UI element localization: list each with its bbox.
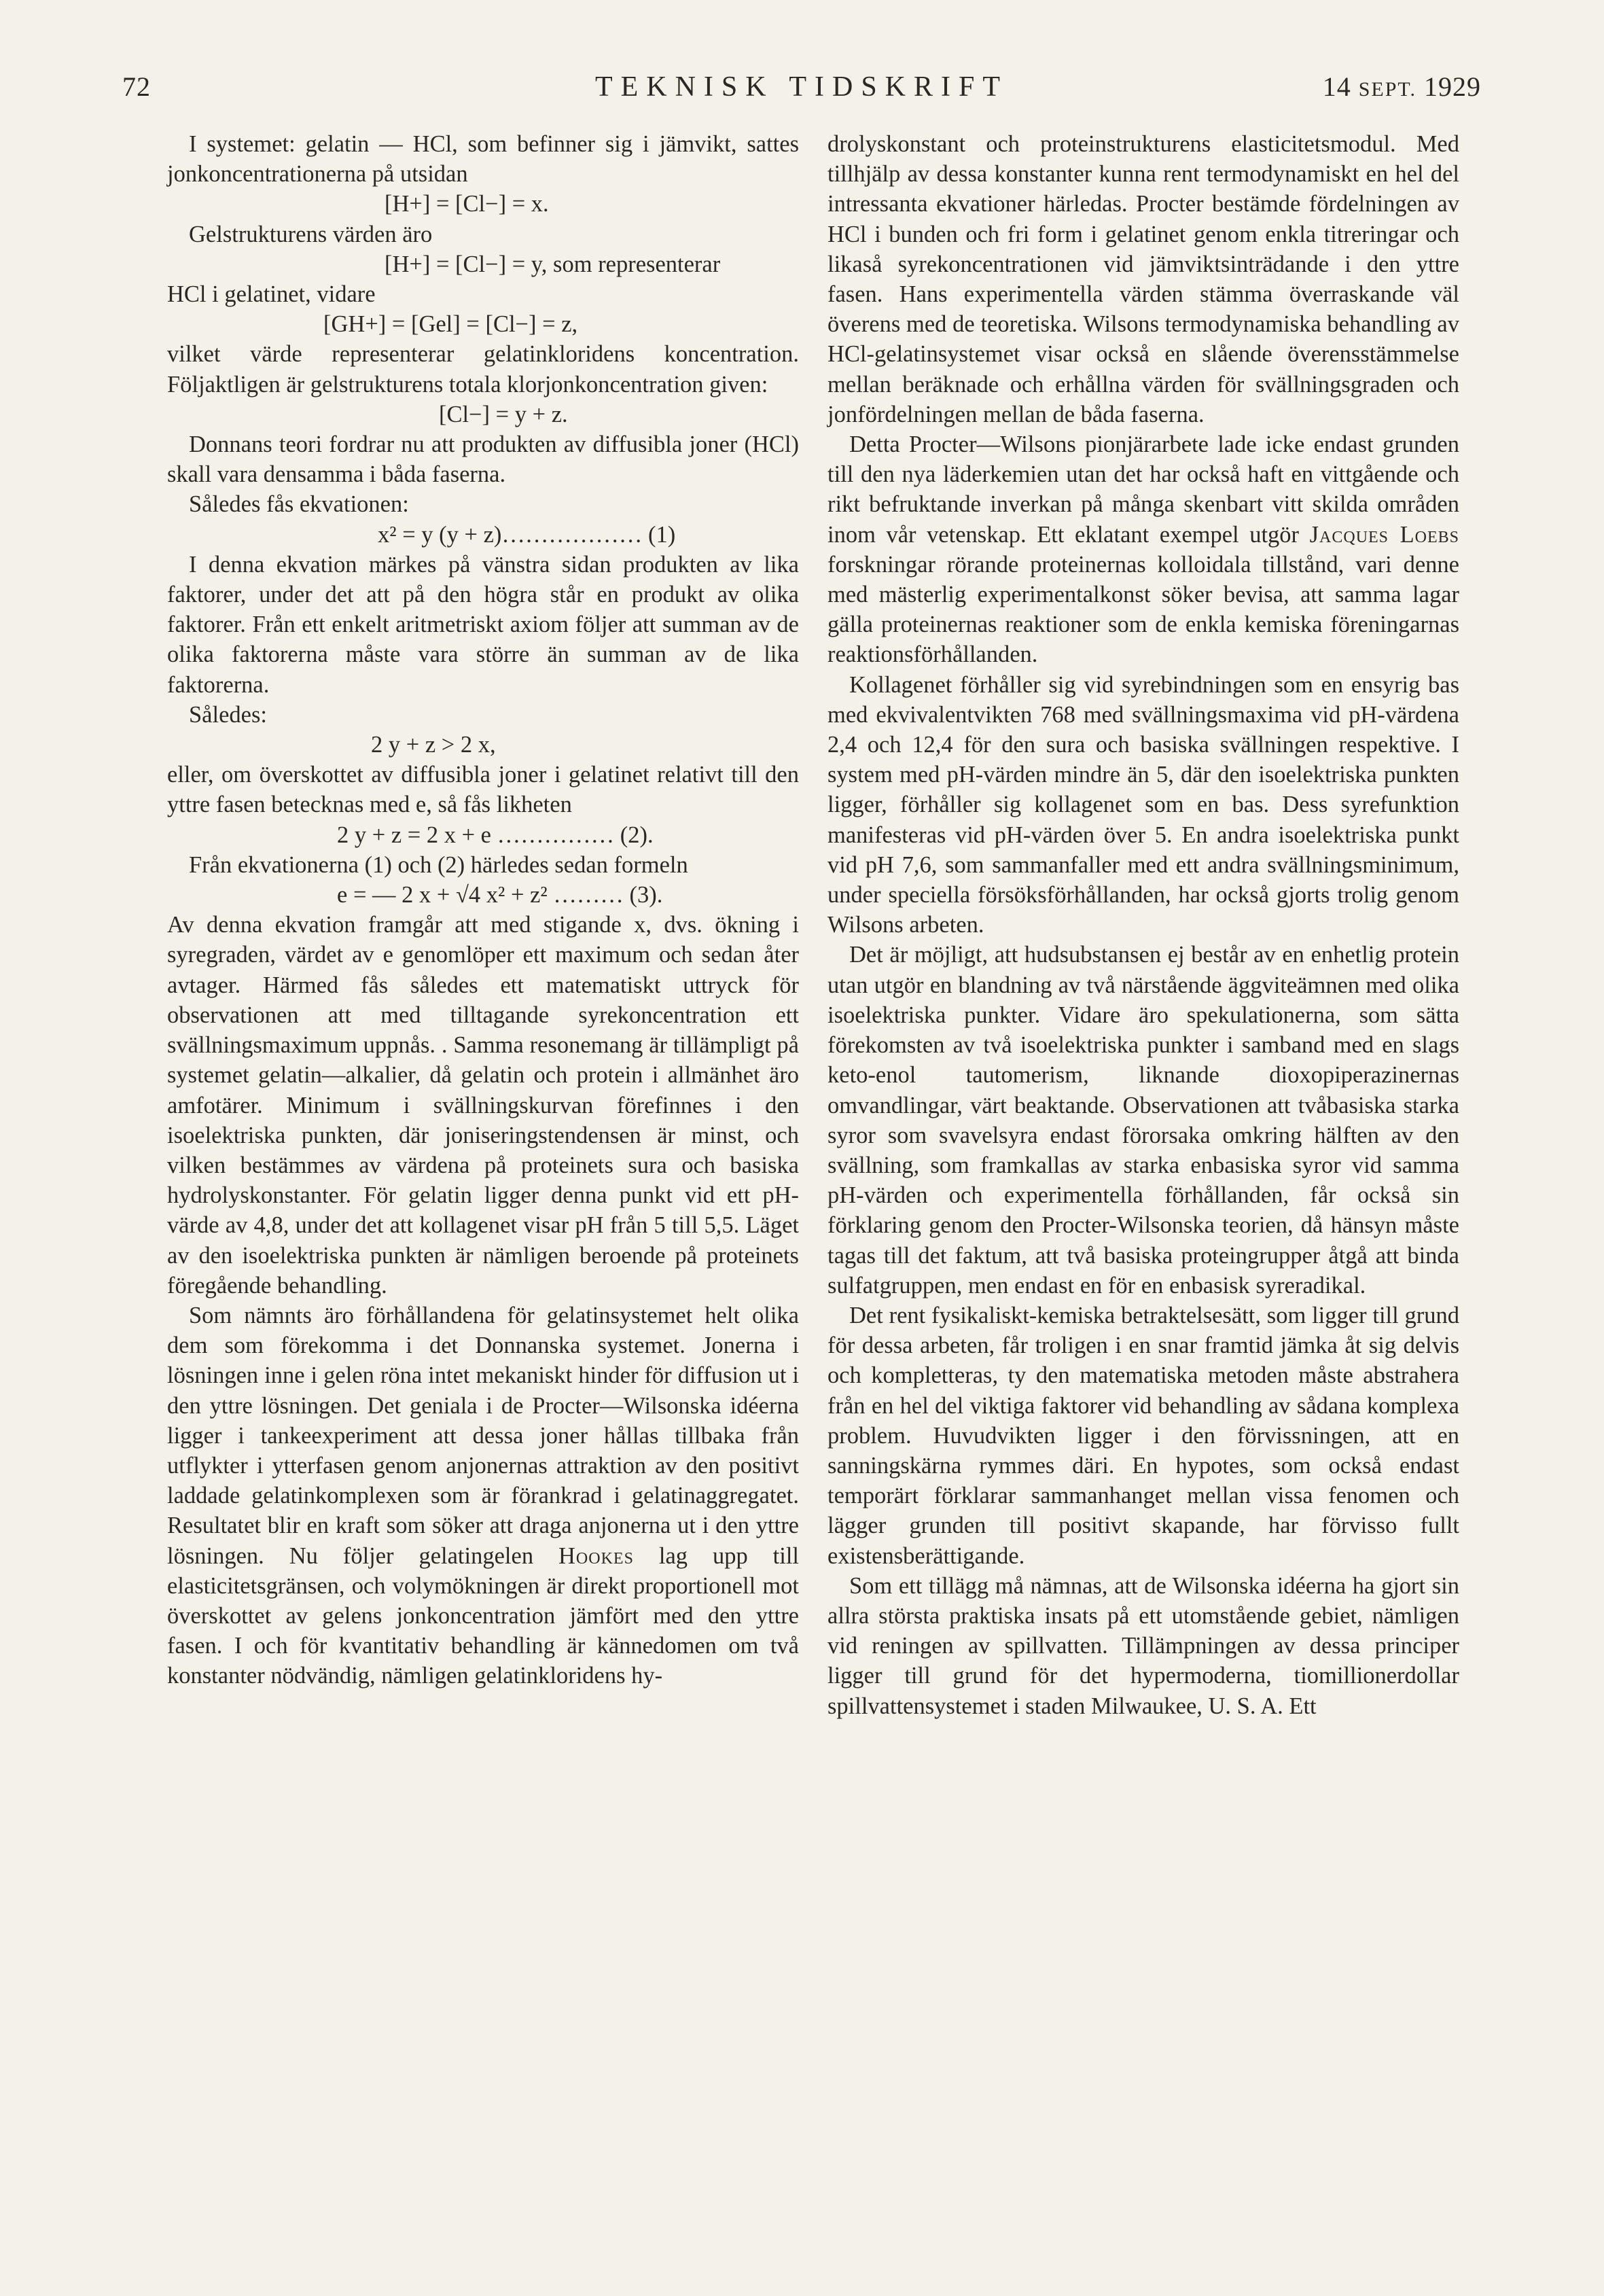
journal-title: TEKNISK TIDSKRIFT xyxy=(594,71,1009,103)
paragraph: Donnans teori fordrar nu att produkten av diffusibla joner (HCl) skall vara densamma i båda faserna. xyxy=(167,431,799,488)
paragraph: drolyskonstant och proteinstrukturens elasticitetsmodul. Med tillhjälp av dessa konstanter kunna rent termodynamiskt en hel del intressanta ekvationer härledas. Procter bestämde fördelningen av HCl i bunden och fri form i gelatinet genom enkla titreringar och likaså syrekoncentrationen vid jämviktsinträdande i den yttre fasen. Hans experimentella värden stämma överraskande väl överens med de teoretiska. Wilsons termodynamiska behandling av HCl-gelatinsystemet visar också en slående överensstämmelse mellan beräknade och erhållna värden för svällningsgraden och jonfördelningen mellan de båda faserna. xyxy=(827,131,1459,427)
equation: [Cl−] = y + z. xyxy=(439,401,568,427)
text-run: Som nämnts äro förhållandena för gelatinsystemet helt olika dem som förekomma i det Donnanska systemet. Jonerna i lösningen inne i gelen röna intet mekaniskt hinder för diffusion ut i den yttre lösningen. Det geniala i de Procter—Wilsonska idéerna ligger i tankeexperiment att dessa joner hållas tillbaka från utflykter i ytterfasen genom anjonernas attraktion av den positivt laddade gelatinkomplexen som är förankrad i gelatinaggregatet. Resultatet blir en kraft som söker att draga anjonerna ut i den yttre lösningen. Nu följer gelatingelen xyxy=(167,1302,799,1569)
paragraph: Kollagenet förhåller sig vid syrebindningen som en ensyrig bas med ekvivalentvikten 768 med svällningsmaxima vid pH-värdena 2,4 och 12,4 för den sura och basiska svällningen respektive. I system med pH-värden mindre än 5, där den isoelektriska punkten ligger, förhåller sig kollagenet som en bas. Dess syrefunktion manifesteras vid pH-värden över 5. En andra isoelektriska punkt vid pH 7,6, som sammanfaller med ett andra svällningsminimum, under speciella försöksförhållanden, har också gjorts trolig genom Wilsons arbeten. xyxy=(827,671,1459,938)
paragraph: Från ekvationerna (1) och (2) härledes sedan formeln xyxy=(189,851,688,878)
author-name: Hookes xyxy=(558,1542,634,1569)
equation-3: e = — 2 x + √4 x² + z² ……… (3). xyxy=(337,882,663,908)
paragraph: Som ett tillägg må nämnas, att de Wilsonska idéerna ha gjort sin allra största praktiska insats på ett utomstående gebiet, nämligen vid reningen av spillvatten. Tillämpningen av dessa principer ligger till grund för det hypermoderna, tiomillionerdollar spillvattensystemet i staden Milwaukee, U. S. A. Ett xyxy=(827,1572,1459,1719)
equation: [H+] = [Cl−] = x. xyxy=(385,191,549,217)
paragraph: eller, om överskottet av diffusibla joner i gelatinet relativt till den yttre fasen betecknas med e, så fås likheten xyxy=(167,762,799,818)
equation-1: x² = y (y + z)……………… (1) xyxy=(378,521,676,548)
paragraph: I denna ekvation märkes på vänstra sidan produkten av lika faktorer, under det att på den högra står en produkt av olika faktorer. Från ett enkelt aritmetriskt axiom följer att summan av de olika faktorerna måste vara större än summan av de lika faktorerna. xyxy=(167,551,799,698)
text-run: lag upp till elasticitetsgränsen, och volymökningen är direkt proportionell mot överskottet av gelens jonkoncentration jämfört med den yttre fasen. I och för kvantitativ behandling är kännedomen om två konstanter nödvändig, nämligen gelatinkloridens hy- xyxy=(167,1542,799,1689)
equation: [H+] = [Cl−] = y, som representerar xyxy=(385,251,721,277)
paragraph: Det är möjligt, att hudsubstansen ej består av en enhetlig protein utan utgör en blandning av två närstående äggviteämnen med olika isoelektriska punkter. Vidare äro spekulationerna, som sätta förekomsten av två isoelektriska punkter i samband med en slags keto-enol tautomerism, liknande dioxopiperazinernas omvandlingar, värt beaktande. Observationen att tvåbasiska starka syror som svavelsyra endast förorsaka omkring hälften av den svällning, som framkallas av starka enbasiska syror vid samma pH-värden och experimentella förhållanden, får också sin förklaring genom den Procter-Wilsonska teorien, då hänsyn måste tagas till det faktum, att två basiska proteingrupper åtgå att binda sulfatgruppen, men endast en för en enbasisk syreradikal. xyxy=(827,942,1459,1299)
paragraph: Således: xyxy=(189,701,267,728)
equation: [GH+] = [Gel] = [Cl−] = z, xyxy=(323,311,578,338)
paragraph xyxy=(167,1301,799,1691)
text-run: forskningar rörande proteinernas kolloidala tillstånd, vari denne med mästerlig experimentalkonst söker bevisa, att samma lagar gälla proteinernas reaktioner som de enkla kemiska föreningarnas reaktionsförhållanden. xyxy=(827,551,1459,668)
paragraph: Det rent fysikaliskt-kemiska betraktelsesätt, som ligger till grund för dessa arbeten, får troligen i en snar framtid jämka åt sig delvis och kompletteras, ty den matematiska metoden måste abstrahera från en hel del viktiga faktorer vid behandling av sådana komplexa problem. Huvudvikten ligger i den förvissningen, att en sanningskärna rymmes däri. En hypotes, som också endast temporärt förklarar sammanhanget mellan vissa fenomen och lägger grunden till positivt skapande, har förvisso fullt existensberättigande. xyxy=(827,1302,1459,1569)
paragraph: HCl i gelatinet, vidare xyxy=(167,281,376,308)
paragraph: Av denna ekvation framgår att med stigande x, dvs. ökning i syregraden, värdet av e genomlöper ett maximum och sedan åter avtager. Härmed fås således ett matematiskt uttryck för observationen att med tilltagande syrekoncentration ett svällningsmaximum uppnås. . Samma resonemang är tillämpligt på systemet gelatin—alkalier, då gelatin och protein i allmänhet äro amfotärer. Minimum i svällningskurvan förefinnes i den isoelektriska punkten, där joniseringstendensen är minst, och vilken bestämmes av värdena på proteinets sura och basiska hydrolyskonstanter. För gelatin ligger denna punkt vid ett pH-värde av 4,8, under det att kollagenet visar pH från 5 till 5,5. Läget av den isoelektriska punkten är nämligen beroende på proteinets föregående behandling. xyxy=(167,912,799,1299)
right-column xyxy=(827,129,1459,1721)
author-name: Jacques Loebs xyxy=(1309,521,1460,548)
issue-month: SEPT. xyxy=(1358,78,1416,101)
paragraph: Således fås ekvationen: xyxy=(189,491,409,518)
paragraph xyxy=(827,429,1459,670)
issue-day: 14 xyxy=(1322,71,1351,102)
paragraph: I systemet: gelatin — HCl, som befinner sig i jämvikt, sattes jonkoncentrationerna på utsidan xyxy=(167,131,799,188)
issue-date xyxy=(1323,71,1481,103)
equation: 2 y + z > 2 x, xyxy=(371,732,496,758)
left-column xyxy=(167,129,799,1691)
text-run: Detta Procter—Wilsons pionjärarbete lade icke endast grunden till den nya läderkemien utan det har också haft en vittgående och rikt befruktande inverkan på många skenbart vitt skilda områden inom vår vetenskap. Ett eklatant exempel utgör xyxy=(827,431,1459,548)
paragraph: vilket värde representerar gelatinkloridens koncentration. Följaktligen är gelstrukturens totala klorjonkoncentration given: xyxy=(167,341,799,398)
page-number: 72 xyxy=(122,71,151,102)
issue-year: 1929 xyxy=(1424,71,1481,102)
equation-2: 2 y + z = 2 x + e …………… (2). xyxy=(337,822,654,848)
page-header xyxy=(122,71,1481,111)
paragraph: Gelstrukturens värden äro xyxy=(189,221,433,247)
